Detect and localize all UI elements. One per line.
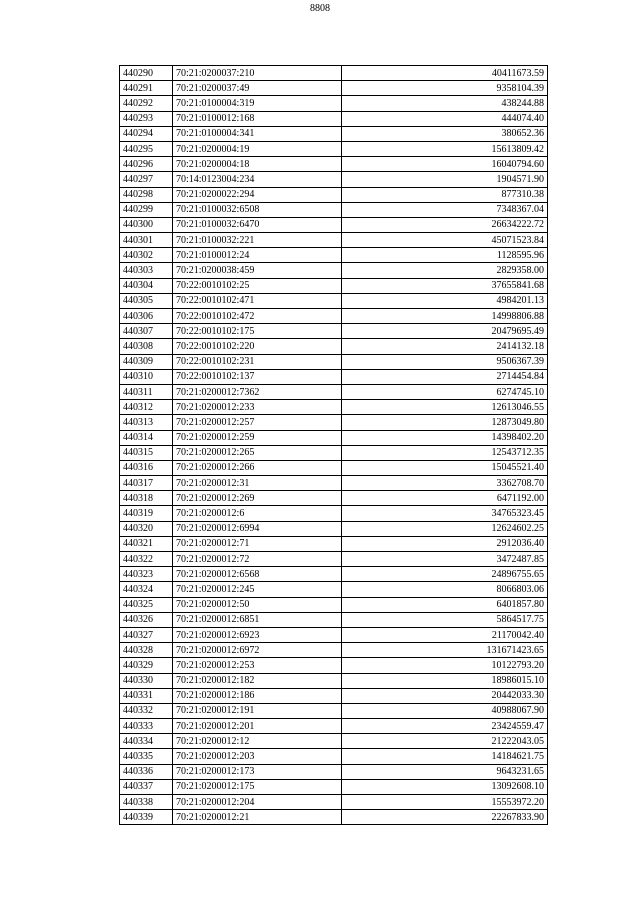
- row-number-cell: 440339: [120, 810, 173, 825]
- cadastral-value-cell: 131671423.65: [342, 643, 548, 658]
- row-number-cell: 440302: [120, 248, 173, 263]
- cadastral-value-cell: 8066803.06: [342, 582, 548, 597]
- cadastral-value-cell: 2829358.00: [342, 263, 548, 278]
- cadastral-number-cell: 70:21:0200022:294: [173, 187, 342, 202]
- cadastral-value-cell: 45071523.84: [342, 233, 548, 248]
- table-row: [120, 552, 548, 567]
- table-row: [120, 703, 548, 718]
- row-number-cell: 440328: [120, 643, 173, 658]
- table-row: [120, 384, 548, 399]
- table-row: [120, 233, 548, 248]
- table-row: [120, 612, 548, 627]
- row-number-cell: 440314: [120, 430, 173, 445]
- table-row: [120, 734, 548, 749]
- cadastral-number-cell: 70:21:0100032:221: [173, 233, 342, 248]
- cadastral-number-cell: 70:22:0010102:175: [173, 324, 342, 339]
- row-number-cell: 440296: [120, 157, 173, 172]
- row-number-cell: 440325: [120, 597, 173, 612]
- row-number-cell: 440338: [120, 795, 173, 810]
- cadastral-number-cell: 70:21:0100012:168: [173, 111, 342, 126]
- cadastral-number-cell: 70:21:0200012:201: [173, 719, 342, 734]
- table-row: [120, 810, 548, 825]
- cadastral-value-cell: 1904571.90: [342, 172, 548, 187]
- row-number-cell: 440309: [120, 354, 173, 369]
- row-number-cell: 440317: [120, 476, 173, 491]
- table-row: [120, 217, 548, 232]
- cadastral-value-cell: 14998806.88: [342, 309, 548, 324]
- table-row: [120, 202, 548, 217]
- row-number-cell: 440333: [120, 719, 173, 734]
- cadastral-value-cell: 16040794.60: [342, 157, 548, 172]
- table-body: [120, 66, 548, 825]
- cadastral-number-cell: 70:21:0200037:210: [173, 66, 342, 81]
- row-number-cell: 440293: [120, 111, 173, 126]
- cadastral-number-cell: 70:21:0200012:191: [173, 703, 342, 718]
- row-number-cell: 440298: [120, 187, 173, 202]
- cadastral-value-cell: 13092608.10: [342, 779, 548, 794]
- table-row: [120, 81, 548, 96]
- table-row: [120, 445, 548, 460]
- row-number-cell: 440316: [120, 460, 173, 475]
- row-number-cell: 440301: [120, 233, 173, 248]
- row-number-cell: 440320: [120, 521, 173, 536]
- table-row: [120, 749, 548, 764]
- cadastral-number-cell: 70:21:0200012:6923: [173, 627, 342, 642]
- table-row: [120, 339, 548, 354]
- row-number-cell: 440300: [120, 217, 173, 232]
- table-row: [120, 719, 548, 734]
- table-row: [120, 369, 548, 384]
- cadastral-number-cell: 70:21:0200012:21: [173, 810, 342, 825]
- cadastral-value-cell: 877310.38: [342, 187, 548, 202]
- cadastral-number-cell: 70:21:0200012:6972: [173, 643, 342, 658]
- table-row: [120, 567, 548, 582]
- cadastral-number-cell: 70:21:0200012:265: [173, 445, 342, 460]
- row-number-cell: 440336: [120, 764, 173, 779]
- row-number-cell: 440299: [120, 202, 173, 217]
- cadastral-number-cell: 70:21:0200012:6994: [173, 521, 342, 536]
- row-number-cell: 440326: [120, 612, 173, 627]
- cadastral-number-cell: 70:22:0010102:471: [173, 293, 342, 308]
- table-row: [120, 476, 548, 491]
- table-row: [120, 491, 548, 506]
- table-row: [120, 141, 548, 156]
- row-number-cell: 440315: [120, 445, 173, 460]
- cadastral-value-cell: 22267833.90: [342, 810, 548, 825]
- row-number-cell: 440310: [120, 369, 173, 384]
- row-number-cell: 440312: [120, 400, 173, 415]
- row-number-cell: 440305: [120, 293, 173, 308]
- cadastral-value-cell: 23424559.47: [342, 719, 548, 734]
- cadastral-number-cell: 70:21:0100004:341: [173, 126, 342, 141]
- cadastral-number-cell: 70:21:0200012:6568: [173, 567, 342, 582]
- cadastral-value-cell: 20479695.49: [342, 324, 548, 339]
- cadastral-number-cell: 70:21:0200012:269: [173, 491, 342, 506]
- row-number-cell: 440304: [120, 278, 173, 293]
- table-row: [120, 764, 548, 779]
- row-number-cell: 440291: [120, 81, 173, 96]
- row-number-cell: 440308: [120, 339, 173, 354]
- cadastral-value-cell: 20442033.30: [342, 688, 548, 703]
- table-row: [120, 157, 548, 172]
- cadastral-number-cell: 70:21:0100004:319: [173, 96, 342, 111]
- table-row: [120, 688, 548, 703]
- cadastral-value-cell: 2414132.18: [342, 339, 548, 354]
- row-number-cell: 440306: [120, 309, 173, 324]
- table-row: [120, 278, 548, 293]
- cadastral-value-cell: 2912036.40: [342, 536, 548, 551]
- cadastral-value-cell: 6471192.00: [342, 491, 548, 506]
- cadastral-number-cell: 70:22:0010102:25: [173, 278, 342, 293]
- row-number-cell: 440307: [120, 324, 173, 339]
- table-row: [120, 66, 548, 81]
- cadastral-number-cell: 70:21:0200004:19: [173, 141, 342, 156]
- cadastral-value-cell: 9358104.39: [342, 81, 548, 96]
- cadastral-number-cell: 70:21:0200012:72: [173, 552, 342, 567]
- table-row: [120, 248, 548, 263]
- table-row: [120, 779, 548, 794]
- table-row: [120, 521, 548, 536]
- cadastral-value-cell: 4984201.13: [342, 293, 548, 308]
- cadastral-number-cell: 70:21:0200004:18: [173, 157, 342, 172]
- cadastral-number-cell: 70:21:0200012:71: [173, 536, 342, 551]
- row-number-cell: 440294: [120, 126, 173, 141]
- table-row: [120, 795, 548, 810]
- row-number-cell: 440290: [120, 66, 173, 81]
- cadastral-value-cell: 34765323.45: [342, 506, 548, 521]
- cadastral-value-table: [119, 65, 548, 825]
- table-row: [120, 187, 548, 202]
- cadastral-value-cell: 14398402.20: [342, 430, 548, 445]
- row-number-cell: 440322: [120, 552, 173, 567]
- row-number-cell: 440329: [120, 658, 173, 673]
- row-number-cell: 440318: [120, 491, 173, 506]
- table-row: [120, 536, 548, 551]
- cadastral-number-cell: 70:21:0200012:182: [173, 673, 342, 688]
- table-row: [120, 460, 548, 475]
- row-number-cell: 440335: [120, 749, 173, 764]
- cadastral-value-cell: 3362708.70: [342, 476, 548, 491]
- cadastral-number-cell: 70:21:0200012:186: [173, 688, 342, 703]
- cadastral-value-cell: 12873049.80: [342, 415, 548, 430]
- table-row: [120, 263, 548, 278]
- cadastral-number-cell: 70:21:0200012:266: [173, 460, 342, 475]
- cadastral-value-cell: 14184621.75: [342, 749, 548, 764]
- table-row: [120, 324, 548, 339]
- row-number-cell: 440331: [120, 688, 173, 703]
- cadastral-number-cell: 70:21:0200012:203: [173, 749, 342, 764]
- cadastral-value-cell: 37655841.68: [342, 278, 548, 293]
- table-row: [120, 293, 548, 308]
- cadastral-value-cell: 12543712.35: [342, 445, 548, 460]
- row-number-cell: 440292: [120, 96, 173, 111]
- cadastral-number-cell: 70:21:0200012:253: [173, 658, 342, 673]
- cadastral-value-cell: 12613046.55: [342, 400, 548, 415]
- row-number-cell: 440319: [120, 506, 173, 521]
- table-row: [120, 506, 548, 521]
- cadastral-number-cell: 70:21:0200012:31: [173, 476, 342, 491]
- table-row: [120, 96, 548, 111]
- cadastral-value-cell: 438244.88: [342, 96, 548, 111]
- cadastral-number-cell: 70:21:0200012:204: [173, 795, 342, 810]
- cadastral-number-cell: 70:21:0100012:24: [173, 248, 342, 263]
- cadastral-value-cell: 26634222.72: [342, 217, 548, 232]
- table-row: [120, 643, 548, 658]
- table-row: [120, 597, 548, 612]
- row-number-cell: 440295: [120, 141, 173, 156]
- cadastral-number-cell: 70:21:0200012:6: [173, 506, 342, 521]
- table-row: [120, 658, 548, 673]
- cadastral-number-cell: 70:21:0200038:459: [173, 263, 342, 278]
- cadastral-value-cell: 6274745.10: [342, 384, 548, 399]
- cadastral-value-cell: 444074.40: [342, 111, 548, 126]
- table-row: [120, 582, 548, 597]
- cadastral-number-cell: 70:21:0100032:6470: [173, 217, 342, 232]
- cadastral-number-cell: 70:14:0123004:234: [173, 172, 342, 187]
- cadastral-value-cell: 10122793.20: [342, 658, 548, 673]
- cadastral-value-cell: 24896755.65: [342, 567, 548, 582]
- cadastral-number-cell: 70:21:0200012:245: [173, 582, 342, 597]
- cadastral-number-cell: 70:21:0200012:233: [173, 400, 342, 415]
- table-row: [120, 309, 548, 324]
- cadastral-value-cell: 1128595.96: [342, 248, 548, 263]
- cadastral-number-cell: 70:22:0010102:231: [173, 354, 342, 369]
- cadastral-number-cell: 70:22:0010102:220: [173, 339, 342, 354]
- cadastral-value-cell: 2714454.84: [342, 369, 548, 384]
- cadastral-number-cell: 70:21:0200012:6851: [173, 612, 342, 627]
- cadastral-value-cell: 6401857.80: [342, 597, 548, 612]
- cadastral-value-cell: 21170042.40: [342, 627, 548, 642]
- cadastral-value-cell: 9506367.39: [342, 354, 548, 369]
- row-number-cell: 440321: [120, 536, 173, 551]
- cadastral-number-cell: 70:21:0100032:6508: [173, 202, 342, 217]
- cadastral-number-cell: 70:21:0200012:50: [173, 597, 342, 612]
- row-number-cell: 440332: [120, 703, 173, 718]
- cadastral-value-cell: 40988067.90: [342, 703, 548, 718]
- row-number-cell: 440311: [120, 384, 173, 399]
- cadastral-value-cell: 15045521.40: [342, 460, 548, 475]
- cadastral-value-cell: 21222043.05: [342, 734, 548, 749]
- cadastral-number-cell: 70:22:0010102:137: [173, 369, 342, 384]
- cadastral-number-cell: 70:21:0200012:173: [173, 764, 342, 779]
- cadastral-value-cell: 15553972.20: [342, 795, 548, 810]
- cadastral-value-cell: 40411673.59: [342, 66, 548, 81]
- table-row: [120, 126, 548, 141]
- cadastral-value-cell: 9643231.65: [342, 764, 548, 779]
- table-row: [120, 673, 548, 688]
- cadastral-value-cell: 18986015.10: [342, 673, 548, 688]
- cadastral-number-cell: 70:21:0200012:7362: [173, 384, 342, 399]
- cadastral-value-cell: 12624602.25: [342, 521, 548, 536]
- table-row: [120, 430, 548, 445]
- row-number-cell: 440323: [120, 567, 173, 582]
- row-number-cell: 440337: [120, 779, 173, 794]
- row-number-cell: 440303: [120, 263, 173, 278]
- table-row: [120, 111, 548, 126]
- cadastral-number-cell: 70:21:0200012:257: [173, 415, 342, 430]
- cadastral-value-cell: 3472487.85: [342, 552, 548, 567]
- row-number-cell: 440334: [120, 734, 173, 749]
- row-number-cell: 440330: [120, 673, 173, 688]
- cadastral-value-cell: 7348367.04: [342, 202, 548, 217]
- cadastral-number-cell: 70:21:0200037:49: [173, 81, 342, 96]
- cadastral-number-cell: 70:21:0200012:175: [173, 779, 342, 794]
- row-number-cell: 440324: [120, 582, 173, 597]
- cadastral-value-cell: 5864517.75: [342, 612, 548, 627]
- cadastral-number-cell: 70:22:0010102:472: [173, 309, 342, 324]
- cadastral-value-cell: 380652.36: [342, 126, 548, 141]
- row-number-cell: 440313: [120, 415, 173, 430]
- table-row: [120, 400, 548, 415]
- cadastral-value-cell: 15613809.42: [342, 141, 548, 156]
- table-row: [120, 354, 548, 369]
- row-number-cell: 440327: [120, 627, 173, 642]
- cadastral-number-cell: 70:21:0200012:259: [173, 430, 342, 445]
- table-row: [120, 627, 548, 642]
- page-number: 8808: [310, 3, 330, 14]
- row-number-cell: 440297: [120, 172, 173, 187]
- table-row: [120, 172, 548, 187]
- cadastral-number-cell: 70:21:0200012:12: [173, 734, 342, 749]
- table-row: [120, 415, 548, 430]
